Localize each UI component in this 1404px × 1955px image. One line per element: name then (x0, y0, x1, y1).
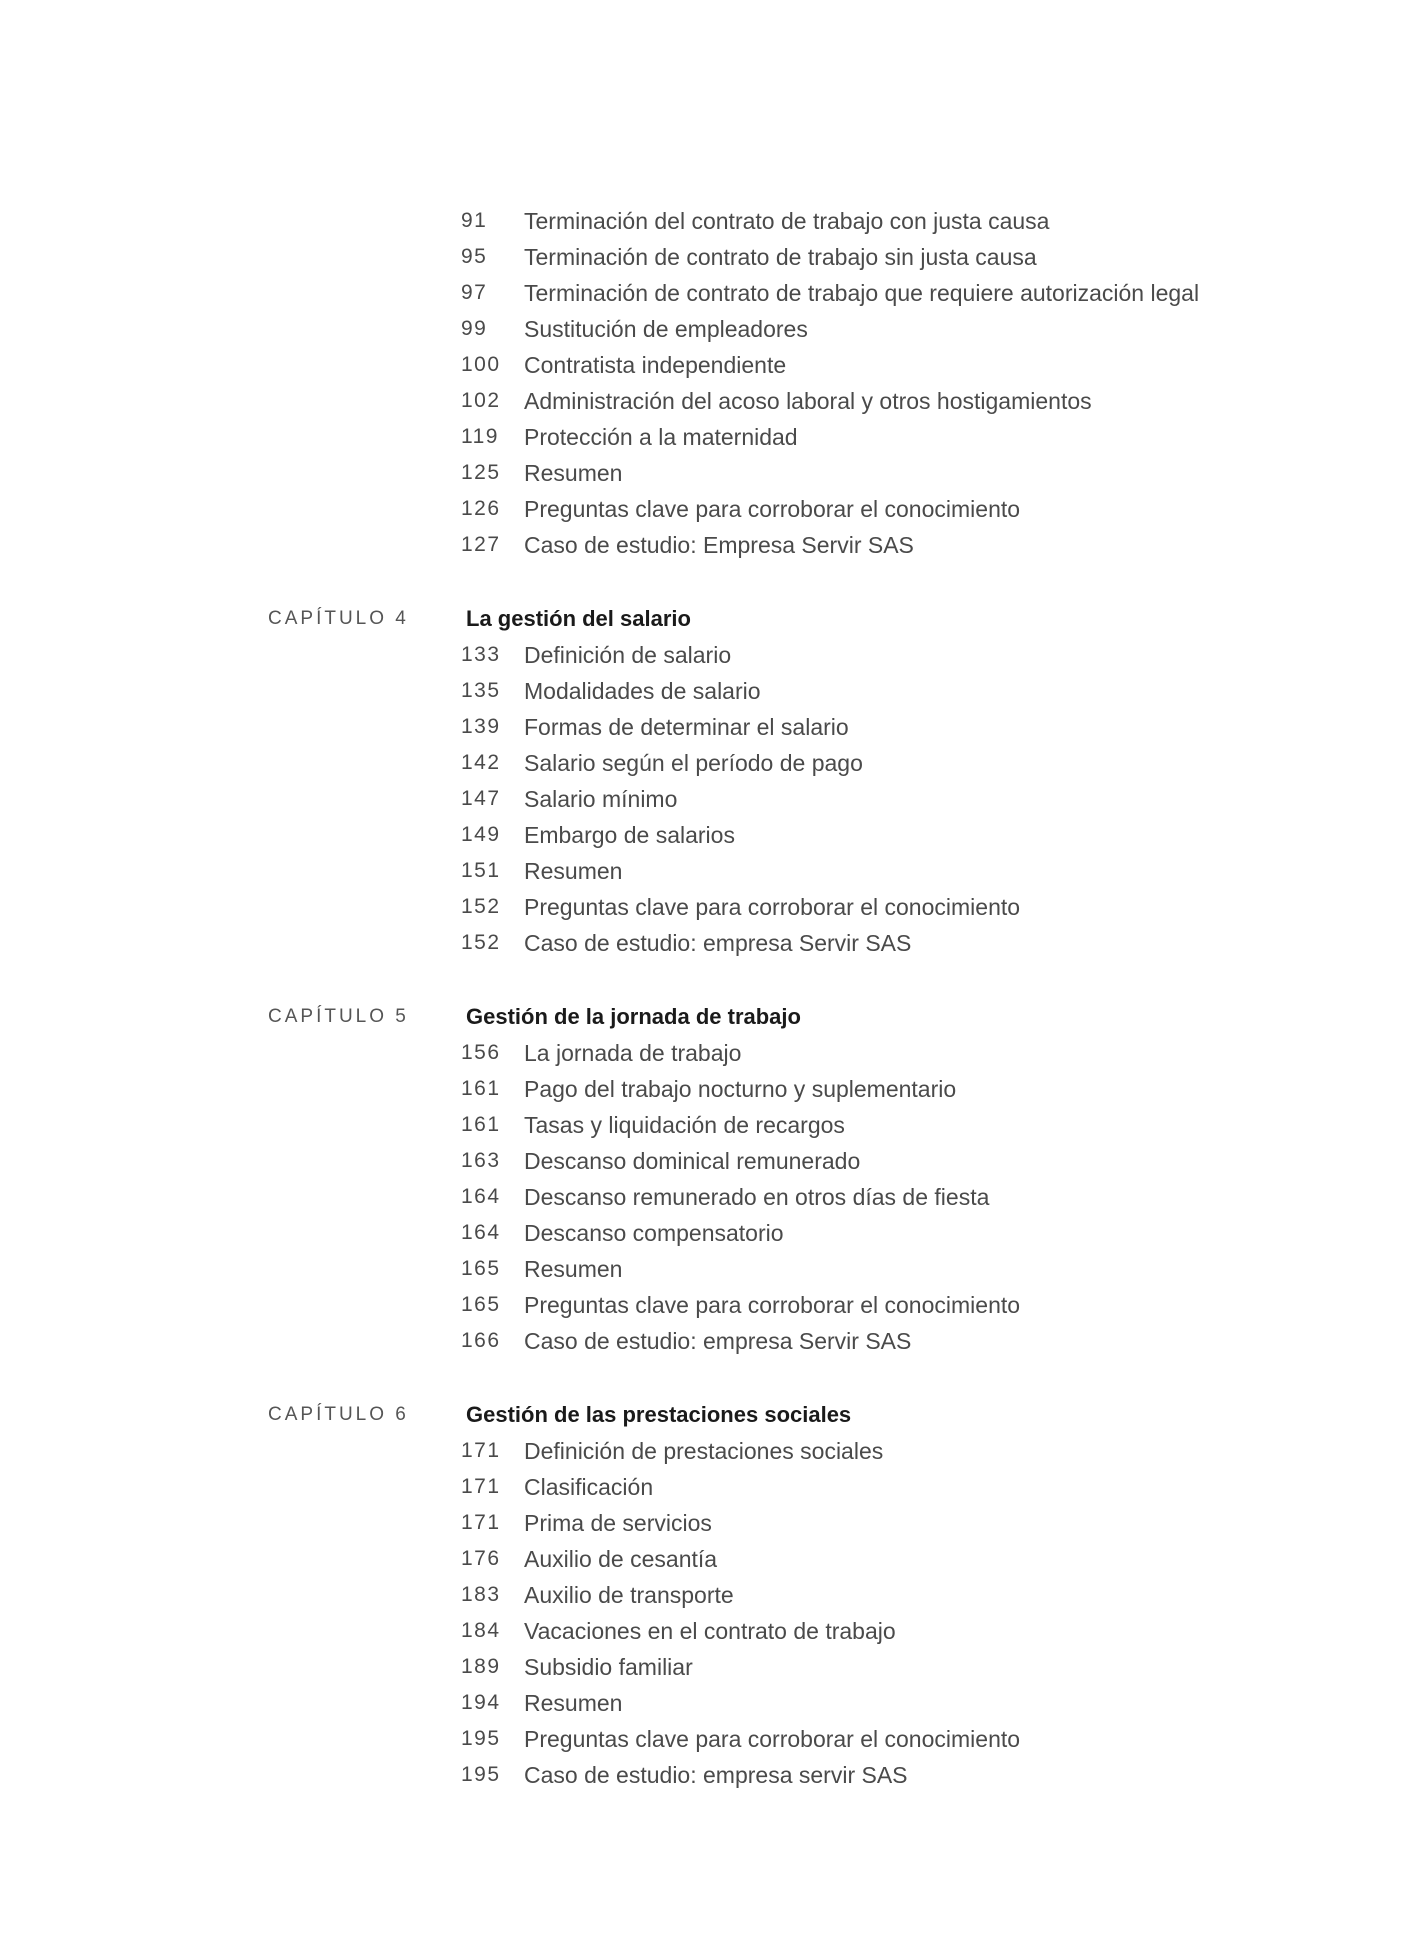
toc-entry (0, 1071, 1404, 1107)
toc-entry (0, 1721, 1404, 1757)
toc-entry-page: 142 (461, 751, 501, 774)
toc-entry-page: 161 (461, 1077, 501, 1100)
chapter-title: La gestión del salario (466, 606, 691, 631)
toc-entry-page: 100 (461, 353, 501, 376)
toc-entry-title: Salario según el período de pago (524, 750, 863, 776)
chapter-label: CAPÍTULO 6 (268, 1404, 409, 1425)
toc-entry-title: Resumen (524, 858, 623, 884)
toc-entry (0, 817, 1404, 853)
toc-entry-title: Vacaciones en el contrato de trabajo (524, 1618, 896, 1644)
toc-entry-page: 171 (461, 1511, 501, 1534)
toc-entry-page: 95 (461, 245, 488, 268)
toc-entry (0, 491, 1404, 527)
table-of-contents (0, 203, 1404, 1793)
toc-entry-page: 127 (461, 533, 501, 556)
chapter-title: Gestión de las prestaciones sociales (466, 1402, 852, 1427)
toc-entry-page: 135 (461, 679, 501, 702)
toc-entry (0, 1757, 1404, 1793)
chapter-label: CAPÍTULO 4 (268, 608, 409, 629)
toc-entry-title: Pago del trabajo nocturno y suplementario (524, 1076, 957, 1102)
chapter-title: Gestión de la jornada de trabajo (466, 1004, 801, 1029)
toc-entry-page: 139 (461, 715, 501, 738)
toc-entry (0, 745, 1404, 781)
toc-entry-page: 165 (461, 1293, 501, 1316)
toc-entry (0, 1323, 1404, 1359)
toc-entry-title: Clasificación (524, 1474, 654, 1500)
toc-entry-page: 164 (461, 1221, 501, 1244)
toc-entry (0, 781, 1404, 817)
toc-entry (0, 1107, 1404, 1143)
toc-entry (0, 925, 1404, 961)
toc-entry-title: Terminación de contrato de trabajo sin justa causa (524, 244, 1037, 270)
toc-entry (0, 203, 1404, 239)
toc-entry-page: 194 (461, 1691, 501, 1714)
toc-entry-page: 133 (461, 643, 501, 666)
toc-entry (0, 419, 1404, 455)
toc-entry-page: 189 (461, 1655, 501, 1678)
toc-entry-title: Modalidades de salario (524, 678, 761, 704)
toc-entry-title: Formas de determinar el salario (524, 714, 849, 740)
toc-entry-page: 166 (461, 1329, 501, 1352)
toc-entry-page: 184 (461, 1619, 501, 1642)
toc-entry-page: 125 (461, 461, 501, 484)
toc-entry-page: 176 (461, 1547, 501, 1570)
toc-entry-page: 164 (461, 1185, 501, 1208)
toc-entry-title: Protección a la maternidad (524, 424, 798, 450)
toc-entry (0, 709, 1404, 745)
toc-entry-title: Embargo de salarios (524, 822, 735, 848)
toc-entry (0, 1469, 1404, 1505)
toc-entry (0, 383, 1404, 419)
toc-entry-page: 195 (461, 1727, 501, 1750)
toc-entry-page: 102 (461, 389, 501, 412)
chapter-section (0, 1397, 1404, 1793)
chapter-label: CAPÍTULO 5 (268, 1006, 409, 1027)
toc-entry-title: Terminación de contrato de trabajo que requiere autorización legal (524, 280, 1200, 306)
toc-entry (0, 347, 1404, 383)
toc-entry-page: 161 (461, 1113, 501, 1136)
toc-entry-title: Resumen (524, 1256, 623, 1282)
toc-entry-title: Descanso remunerado en otros días de fiesta (524, 1184, 990, 1210)
toc-entry-page: 156 (461, 1041, 501, 1064)
toc-entry-title: Prima de servicios (524, 1510, 712, 1536)
toc-entry (0, 673, 1404, 709)
toc-entry (0, 1035, 1404, 1071)
toc-entry (0, 853, 1404, 889)
toc-entry (0, 889, 1404, 925)
toc-entry (0, 1505, 1404, 1541)
toc-entry-title: Caso de estudio: empresa Servir SAS (524, 930, 912, 956)
toc-entry (0, 275, 1404, 311)
intro-entries (0, 203, 1404, 563)
toc-entry-title: Definición de prestaciones sociales (524, 1438, 884, 1464)
toc-entry-title: Preguntas clave para corroborar el conocimiento (524, 496, 1021, 522)
chapter-section (0, 601, 1404, 961)
toc-entry (0, 1179, 1404, 1215)
toc-entry-title: Administración del acoso laboral y otros hostigamientos (524, 388, 1092, 414)
chapter-heading (0, 999, 1404, 1035)
toc-entry-title: Caso de estudio: empresa servir SAS (524, 1762, 908, 1788)
toc-entry-page: 91 (461, 209, 488, 232)
toc-entry-page: 152 (461, 895, 501, 918)
toc-entry (0, 1433, 1404, 1469)
toc-entry (0, 1143, 1404, 1179)
chapter-heading (0, 601, 1404, 637)
toc-entry-title: Auxilio de cesantía (524, 1546, 718, 1572)
toc-entry-title: Resumen (524, 1690, 623, 1716)
toc-entry-title: Salario mínimo (524, 786, 678, 812)
toc-entry (0, 1613, 1404, 1649)
toc-entry-title: Preguntas clave para corroborar el conocimiento (524, 894, 1021, 920)
toc-entry (0, 1251, 1404, 1287)
toc-entry-title: Auxilio de transporte (524, 1582, 734, 1608)
toc-entry-page: 147 (461, 787, 501, 810)
chapter-heading (0, 1397, 1404, 1433)
toc-entry (0, 637, 1404, 673)
toc-entry-title: Sustitución de empleadores (524, 316, 808, 342)
toc-entry-title: Resumen (524, 460, 623, 486)
toc-entry-title: Definición de salario (524, 642, 732, 668)
toc-entry-page: 165 (461, 1257, 501, 1280)
toc-entry-title: Contratista independiente (524, 352, 787, 378)
toc-entry-page: 171 (461, 1475, 501, 1498)
toc-entry-page: 99 (461, 317, 488, 340)
toc-entry-page: 152 (461, 931, 501, 954)
chapters (0, 601, 1404, 1793)
toc-entry (0, 1649, 1404, 1685)
toc-entry-title: Tasas y liquidación de recargos (524, 1112, 845, 1138)
toc-entry-title: La jornada de trabajo (524, 1040, 742, 1066)
toc-entry (0, 1685, 1404, 1721)
toc-entry-title: Descanso compensatorio (524, 1220, 784, 1246)
toc-entry (0, 527, 1404, 563)
toc-entry-page: 126 (461, 497, 501, 520)
toc-entry-page: 97 (461, 281, 488, 304)
toc-entry-title: Preguntas clave para corroborar el conocimiento (524, 1726, 1021, 1752)
chapter-section (0, 999, 1404, 1359)
toc-entry-title: Preguntas clave para corroborar el conocimiento (524, 1292, 1021, 1318)
toc-entry-page: 149 (461, 823, 501, 846)
toc-entry-page: 195 (461, 1763, 501, 1786)
toc-entry-page: 171 (461, 1439, 501, 1462)
toc-entry-title: Caso de estudio: empresa Servir SAS (524, 1328, 912, 1354)
toc-entry-page: 163 (461, 1149, 501, 1172)
toc-entry (0, 1287, 1404, 1323)
toc-entry-page: 183 (461, 1583, 501, 1606)
toc-entry-title: Subsidio familiar (524, 1654, 693, 1680)
toc-entry-title: Terminación del contrato de trabajo con justa causa (524, 208, 1050, 234)
toc-entry-title: Caso de estudio: Empresa Servir SAS (524, 532, 914, 558)
toc-entry (0, 455, 1404, 491)
toc-entry-page: 151 (461, 859, 501, 882)
toc-entry (0, 239, 1404, 275)
toc-entry (0, 1215, 1404, 1251)
toc-entry (0, 1541, 1404, 1577)
toc-entry-title: Descanso dominical remunerado (524, 1148, 861, 1174)
toc-entry-page: 119 (461, 425, 499, 448)
toc-entry (0, 1577, 1404, 1613)
toc-entry (0, 311, 1404, 347)
